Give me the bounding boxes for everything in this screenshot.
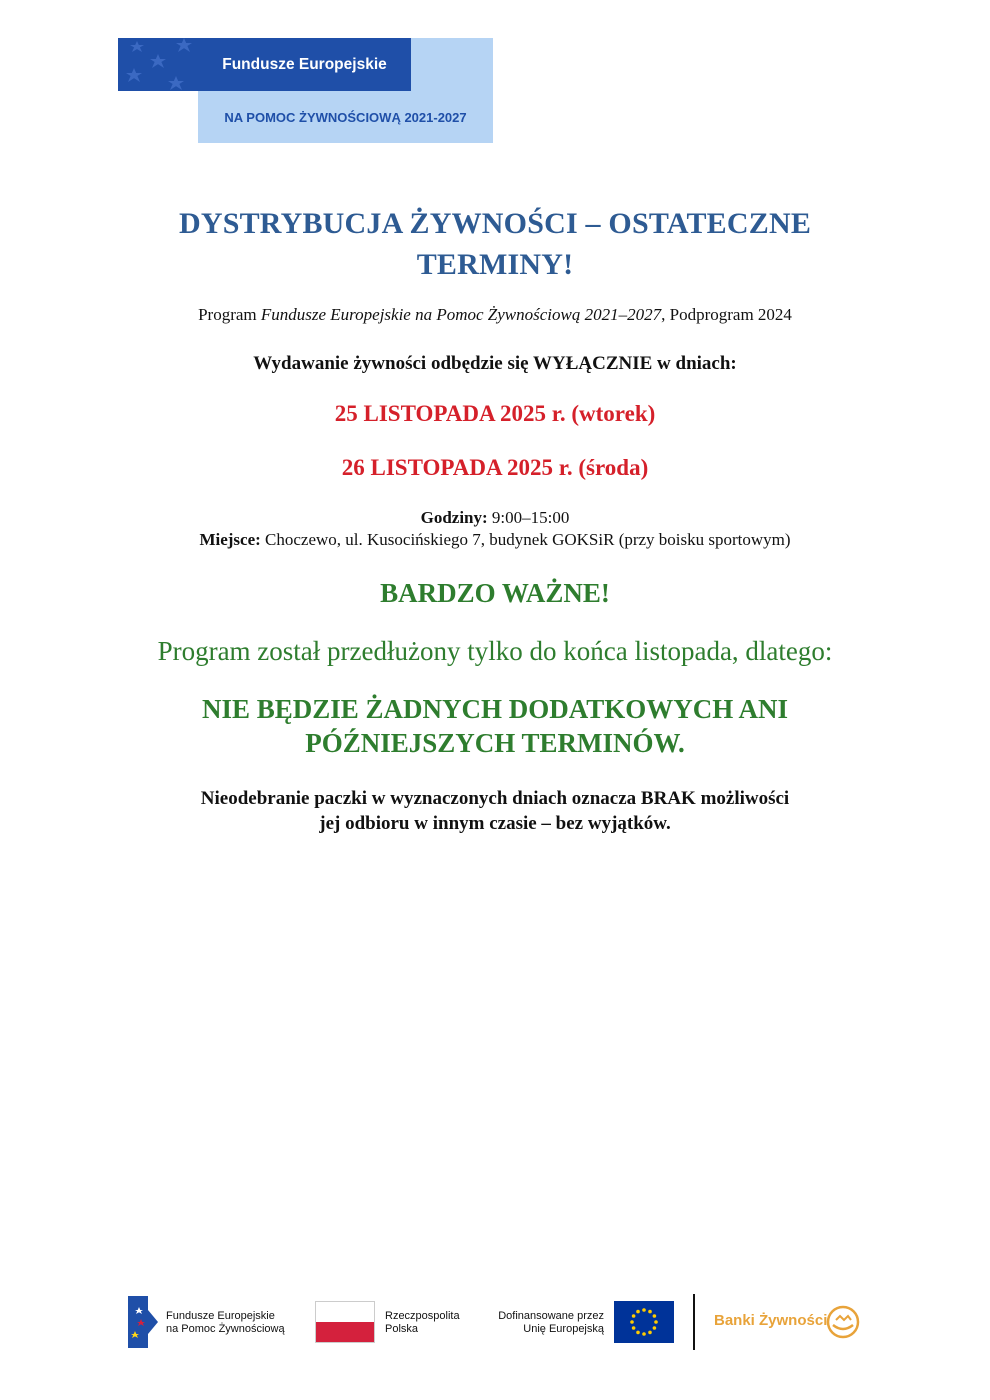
pl-logo-text [385,1310,460,1336]
eu-flag-icon [614,1301,674,1343]
place-value: Choczewo, ul. Kusocińskiego 7, budynek GOKSiR (przy boisku sportowym) [260,530,791,549]
footer-pl-logo [315,1292,475,1352]
fe-logo-line1: Fundusze Europejskie [166,1310,275,1322]
header-logo-title: Fundusze Europejskie [198,38,411,91]
place-label: Miejsce: [199,530,261,549]
eu-logo-line1: Dofinansowane przez [498,1310,604,1322]
polish-flag-icon [315,1301,375,1343]
banki-logo-text: Banki Żywności [714,1312,828,1329]
program-suffix: , Podprogram 2024 [661,305,792,324]
banki-logo-icon [826,1305,860,1339]
place-line [0,529,990,551]
program-name: Fundusze Europejskie na Pomoc Żywnościową 2021–2027 [260,305,662,324]
hours-place-info [0,507,990,551]
distribution-date-2: 26 LISTOPADA 2025 r. (środa) [341,455,649,480]
extension-note: Program został przedłużony tylko do końca listopada, dlatego: [157,636,833,666]
header-logo [118,38,493,143]
program-line [0,304,990,326]
page-title-line1: DYSTRYBUCJA ŻYWNOŚCI – OSTATECZNE [178,207,812,240]
footer-fe-logo [128,1292,303,1352]
eu-logo-line2: Unię Europejską [523,1323,604,1335]
footer-separator [693,1294,695,1350]
important-heading: BARDZO WAŻNE! [380,578,610,608]
eu-stars-icon [118,38,198,91]
footer-banki-logo [714,1292,864,1352]
fe-logo-text [166,1310,285,1336]
hours-line [0,507,990,529]
fe-logo-line2: na Pomoc Żywnościową [166,1323,285,1335]
fe-logo-icon [128,1296,158,1348]
footer-eu-logo [484,1292,674,1352]
no-more-dates [0,692,990,760]
hours-label: Godziny: [420,508,488,527]
header-logo-subtitle: NA POMOC ŻYWNOŚCIOWĄ 2021-2027 [224,109,467,125]
distribution-notice: Wydawanie żywności odbędzie się WYŁĄCZNIE w dniach: [253,353,737,374]
warning-text [0,786,990,836]
pl-logo-line1: Rzeczpospolita [385,1310,460,1322]
eu-logo-text [484,1310,604,1336]
program-prefix: Program [198,305,261,324]
no-more-dates-line1: NIE BĘDZIE ŻADNYCH DODATKOWYCH ANI [201,694,789,724]
warning-line1: Nieodebranie paczki w wyznaczonych dniach oznacza BRAK możliwości [200,788,790,809]
page-title [0,203,990,285]
hours-value: 9:00–15:00 [487,508,570,527]
pl-logo-line2: Polska [385,1323,419,1335]
no-more-dates-line2: PÓŹNIEJSZYCH TERMINÓW. [305,728,685,758]
page-title-line2: TERMINY! [416,248,574,281]
distribution-date-1: 25 LISTOPADA 2025 r. (wtorek) [334,401,656,426]
warning-line2: jej odbioru w innym czasie – bez wyjątków. [319,813,671,834]
